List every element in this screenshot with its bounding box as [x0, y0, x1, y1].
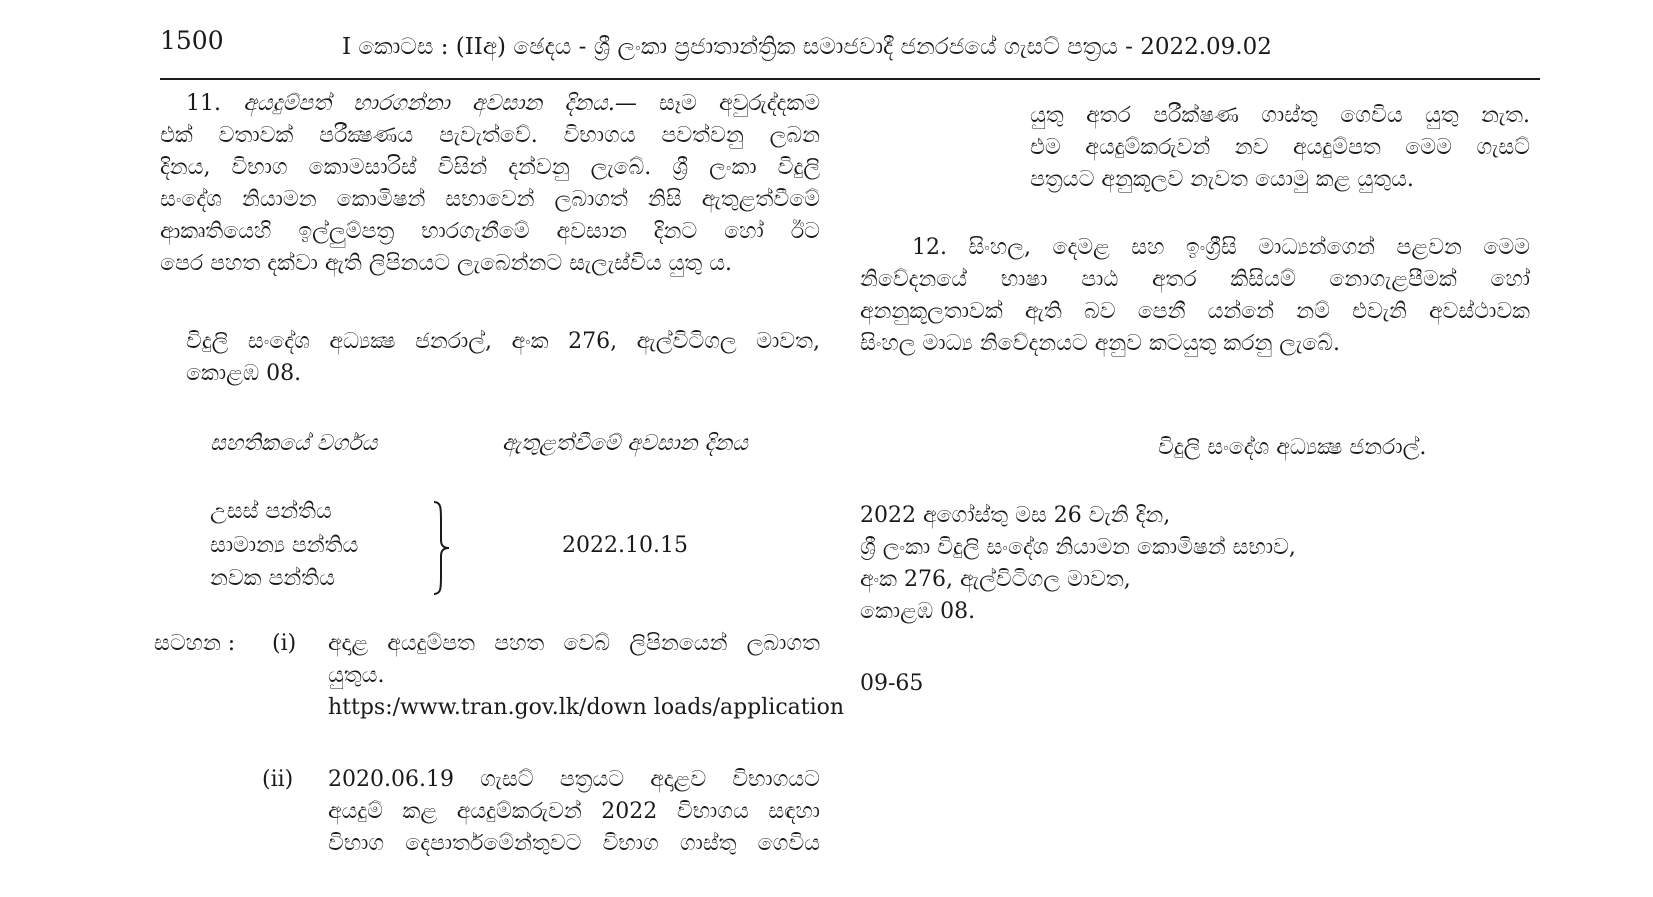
date-place-line: 2022 අගෝස්තු මස 26 වැනි දින, — [860, 503, 1171, 528]
date-place-line: කොළඹ 08. — [860, 599, 976, 624]
section-11-line: එක් වතාවක් පරීක්‍ෂණය පැවැත්වේ. විභාගය පවත්වනු ලබන — [160, 123, 820, 148]
header-rule — [160, 78, 1540, 80]
date-and-place — [860, 500, 1540, 628]
address-line: විදුලි සංදේශ අධ්‍යක්‍ෂ ජනරාල්, අංක 276, ඇල්විටිගල මාවත, — [186, 329, 820, 354]
closing-date-value: 2022.10.15 — [562, 533, 688, 558]
note-number: (i) — [272, 631, 297, 656]
submission-address — [186, 326, 820, 390]
date-place-line: අංක 276, ඇල්විටිගල මාවත, — [860, 567, 1131, 592]
certificate-class: උසස් පන්තිය — [210, 499, 332, 524]
section-12-line: නිවේදනයේ භාෂා පාඨ අතර කිසියම් නොගැළපීමක් හෝ — [860, 267, 1530, 292]
page-number: 1500 — [160, 26, 224, 55]
note-number: (ii) — [262, 767, 294, 792]
note-line: අදාළ අයදුම්පත පහත වෙබ් ලිපිනයෙන් ලබාගත — [328, 631, 820, 656]
section-11-heading: අයදුම්පත් භාරගන්නා අවසාන දිනය.— — [243, 91, 637, 116]
certificate-class: නවක පන්තිය — [210, 566, 335, 591]
table-header-certificate-type: සහතිකයේ වර්ගය — [210, 431, 378, 456]
section-11-line: දිනය, විභාග කොමසාරිස් විසින් දන්වනු ලැබේ. ශ්‍රී ලංකා විදුලි — [160, 155, 820, 180]
section-11-line: සංදේශ නියාමන කොමිෂන් සභාවෙන් ලබාගත් නිසි ඇතුළත්වීමේ — [160, 187, 820, 212]
section-11-number: 11. — [186, 91, 221, 116]
note-url: https:/www.tran.gov.lk/down loads/application — [328, 695, 845, 720]
certificate-class: සාමාන්‍ය පන්තිය — [210, 533, 359, 558]
reference-code: 09-65 — [860, 671, 924, 696]
section-11-first-line — [160, 88, 820, 120]
note-line: යුතුය. — [328, 663, 385, 688]
running-header: I කොටස : (IIඅ) ඡෙදය - ශ්‍රී ලංකා ප්‍රජාතාන්ත්‍රික සමාජවාදී ජනරජයේ ගැසට් පත්‍රය - 2022.09.02 — [342, 34, 1272, 60]
section-12-line: 12. සිංහල, දෙමළ සහ ඉංග්‍රීසි මාධ්‍යන්ගෙන් පළවන මෙම — [912, 235, 1530, 260]
note-line: අයදුම් කළ අයදුම්කරුවන් 2022 විභාගය සඳහා — [328, 799, 820, 824]
continuation-line: එම අයදුම්කරුවන් නව අයදුම්පත මෙම ගැසට් — [1030, 135, 1530, 160]
section-12 — [860, 232, 1530, 360]
note-i — [328, 628, 845, 724]
curly-brace — [432, 500, 452, 596]
note-ii — [328, 764, 820, 860]
table-header-closing-date: ඇතුළත්වීමේ අවසාන දිනය — [502, 431, 748, 456]
section-11-line: පෙර පහත දක්වා ඇති ලිපිනයට ලැබෙන්නට සැලැස්විය යුතු ය. — [160, 251, 733, 276]
section-12-line: අනනුකූලතාවක් ඇති බව පෙනී යන්නේ නම් එවැනි අවස්ථාවක — [860, 299, 1530, 324]
note-ii-continuation — [1030, 100, 1530, 196]
signatory: විදුලි සංදේශ අධ්‍යක්‍ෂ ජනරාල්. — [1158, 435, 1427, 460]
section-11-line: ආකෘතියෙහි ඉල්ලුම්පත්‍ර භාරගැනීමේ අවසාන දිනට හෝ ඊට — [160, 219, 820, 244]
section-11 — [160, 88, 820, 280]
continuation-line: පත්‍රයට අනුකූලව නැවත යොමු කළ යුතුය. — [1030, 167, 1414, 192]
note-line: විභාග දෙපාර්තමේන්තුවට විභාග ගාස්තු ගෙවිය — [328, 831, 820, 856]
date-place-line: ශ්‍රී ලංකා විදුලි සංදේශ නියාමන කොමිෂන් සභාව, — [860, 535, 1296, 560]
section-11-line: සෑම අවුරුද්දකම — [659, 91, 821, 116]
continuation-line: යුතු අතර පරීක්ෂණ ගාස්තු ගෙවිය යුතු නැත. — [1030, 103, 1530, 128]
note-line: 2020.06.19 ගැසට් පත්‍රයට අදාළව විභාගයට — [328, 767, 820, 792]
address-line: කොළඹ 08. — [186, 361, 302, 386]
section-12-line: සිංහල මාධ්‍ය නිවේදනයට අනුව කටයුතු කරනු ලැබේ. — [860, 331, 1340, 356]
notes-label: සටහන : — [154, 631, 236, 656]
